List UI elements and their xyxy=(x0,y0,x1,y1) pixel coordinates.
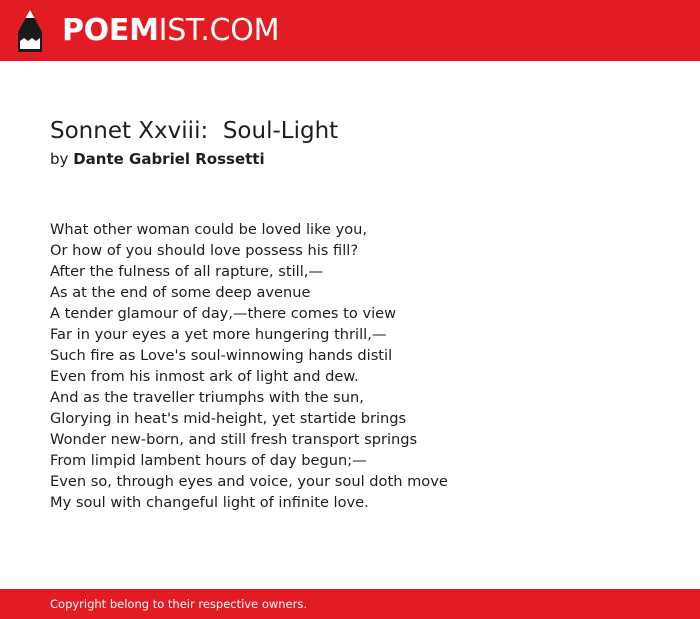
logo-text-light: IST.COM xyxy=(158,13,280,48)
poem-line: Such fire as Love's soul-winnowing hands distil xyxy=(50,347,393,364)
poem-line: As at the end of some deep avenue xyxy=(50,284,311,301)
poem-line: Wonder new-born, and still fresh transport springs xyxy=(50,431,418,448)
poem-line: And as the traveller triumphs with the sun, xyxy=(50,389,364,406)
site-header xyxy=(0,0,700,61)
by-label: by xyxy=(50,150,69,168)
site-logo-link[interactable] xyxy=(18,9,279,53)
site-logo-text xyxy=(62,9,279,53)
poem-line: Or how of you should love possess his fill? xyxy=(50,242,359,259)
poem-line: What other woman could be loved like you, xyxy=(50,221,368,238)
poem-line: Even from his inmost ark of light and dew. xyxy=(50,368,359,385)
pencil-icon xyxy=(18,10,42,52)
poem-title: Sonnet Xxviii: Soul-Light xyxy=(50,118,339,144)
poem-line: Even so, through eyes and voice, your soul doth move xyxy=(50,473,448,490)
poem-line: My soul with changeful light of infinite love. xyxy=(50,494,369,511)
copyright-text: Copyright belong to their respective owners. xyxy=(50,597,308,611)
poem-line: A tender glamour of day,—there comes to view xyxy=(50,305,397,322)
site-footer xyxy=(0,589,700,619)
poem-line: Far in your eyes a yet more hungering thrill,— xyxy=(50,326,387,343)
poem-line: From limpid lambent hours of day begun;— xyxy=(50,452,367,469)
poem-line: After the fulness of all rapture, still,— xyxy=(50,263,324,280)
poem-byline xyxy=(50,149,265,169)
logo-text-strong: POEM xyxy=(62,13,159,48)
poem-line: Glorying in heat's mid-height, yet startide brings xyxy=(50,410,407,427)
poem-body xyxy=(50,219,448,513)
author-name: Dante Gabriel Rossetti xyxy=(73,150,265,168)
